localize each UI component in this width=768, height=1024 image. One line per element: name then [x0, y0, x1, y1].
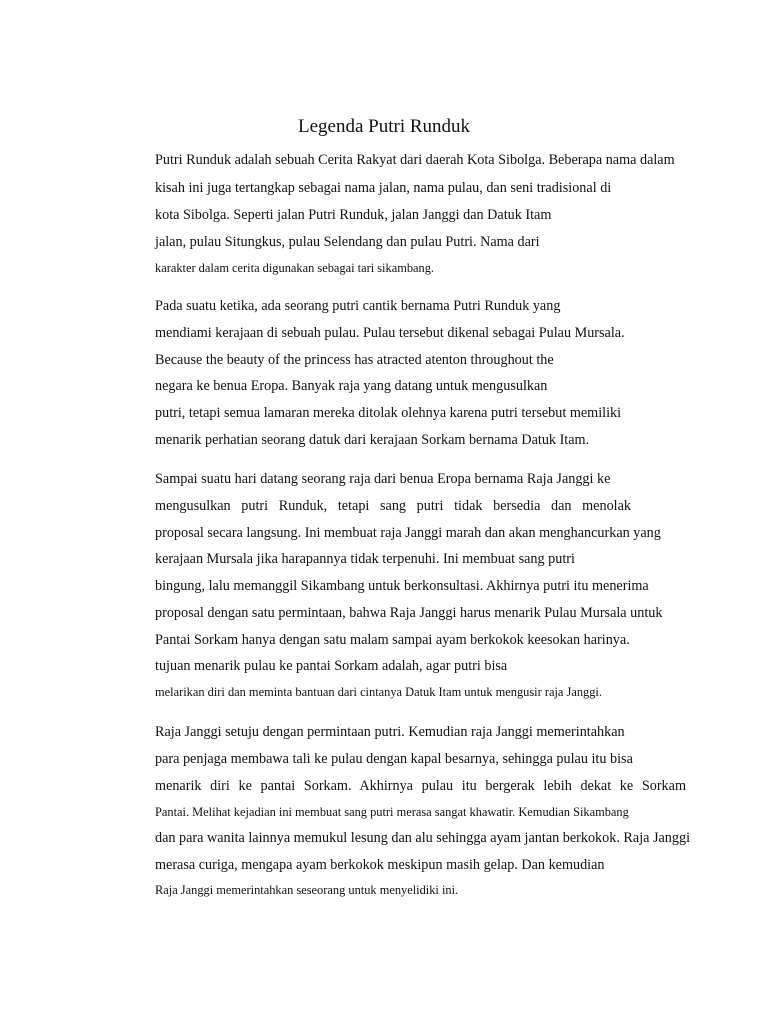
text-line: bingung, lalu memanggil Sikambang untuk berkonsultasi. Akhirnya putri itu menerima — [155, 578, 649, 594]
text-line: karakter dalam cerita digunakan sebagai tari sikambang. — [155, 261, 435, 275]
text-line: Raja Janggi memerintahkan seseorang untuk menyelidiki ini. — [155, 883, 459, 897]
text-line: putri, tetapi semua lamaran mereka ditolak olehnya karena putri tersebut memiliki — [155, 405, 622, 421]
text-line: mendiami kerajaan di sebuah pulau. Pulau tersebut dikenal sebagai Pulau Mursala. — [155, 325, 625, 341]
text-line: mengusulkan putri Runduk, tetapi sang putri tidak bersedia dan menolak — [155, 498, 631, 514]
text-line: melarikan diri dan meminta bantuan dari cintanya Datuk Itam untuk mengusir raja Janggi. — [155, 685, 602, 699]
text-line: Raja Janggi setuju dengan permintaan putri. Kemudian raja Janggi memerintahkan — [155, 724, 625, 740]
text-line: para penjaga membawa tali ke pulau dengan kapal besarnya, sehingga pulau itu bisa — [155, 751, 633, 767]
text-line: menarik diri ke pantai Sorkam. Akhirnya pulau itu bergerak lebih dekat ke Sorkam — [155, 778, 686, 794]
text-line: proposal secara langsung. Ini membuat raja Janggi marah dan akan menghancurkan yang — [155, 525, 661, 541]
text-line: negara ke benua Eropa. Banyak raja yang datang untuk mengusulkan — [155, 378, 548, 394]
text-line: jalan, pulau Situngkus, pulau Selendang dan pulau Putri. Nama dari — [155, 234, 540, 250]
document-title: Legenda Putri Runduk — [297, 116, 471, 137]
text-line: Sampai suatu hari datang seorang raja dari benua Eropa bernama Raja Janggi ke — [155, 471, 611, 487]
text-line: tujuan menarik pulau ke pantai Sorkam adalah, agar putri bisa — [155, 658, 508, 674]
text-line: dan para wanita lainnya memukul lesung dan alu sehingga ayam jantan berkokok. Raja Janggi — [155, 830, 691, 846]
text-line: proposal dengan satu permintaan, bahwa Raja Janggi harus menarik Pulau Mursala untuk — [155, 605, 663, 621]
text-line: Pantai Sorkam hanya dengan satu malam sampai ayam berkokok keesokan harinya. — [155, 632, 630, 648]
text-line: menarik perhatian seorang datuk dari kerajaan Sorkam bernama Datuk Itam. — [155, 432, 590, 448]
text-line: merasa curiga, mengapa ayam berkokok meskipun masih gelap. Dan kemudian — [155, 857, 605, 873]
text-line: kerajaan Mursala jika harapannya tidak terpenuhi. Ini membuat sang putri — [155, 551, 575, 567]
text-line: Pantai. Melihat kejadian ini membuat sang putri merasa sangat khawatir. Kemudian Sikambang — [155, 805, 629, 819]
text-line: kisah ini juga tertangkap sebagai nama jalan, nama pulau, dan seni tradisional di — [155, 180, 612, 196]
text-line: Pada suatu ketika, ada seorang putri cantik bernama Putri Runduk yang — [155, 298, 561, 314]
text-line: kota Sibolga. Seperti jalan Putri Runduk, jalan Janggi dan Datuk Itam — [155, 207, 552, 223]
text-line: Putri Runduk adalah sebuah Cerita Rakyat dari daerah Kota Sibolga. Beberapa nama dalam — [155, 152, 675, 168]
text-line: Because the beauty of the princess has atracted atenton throughout the — [155, 352, 554, 368]
